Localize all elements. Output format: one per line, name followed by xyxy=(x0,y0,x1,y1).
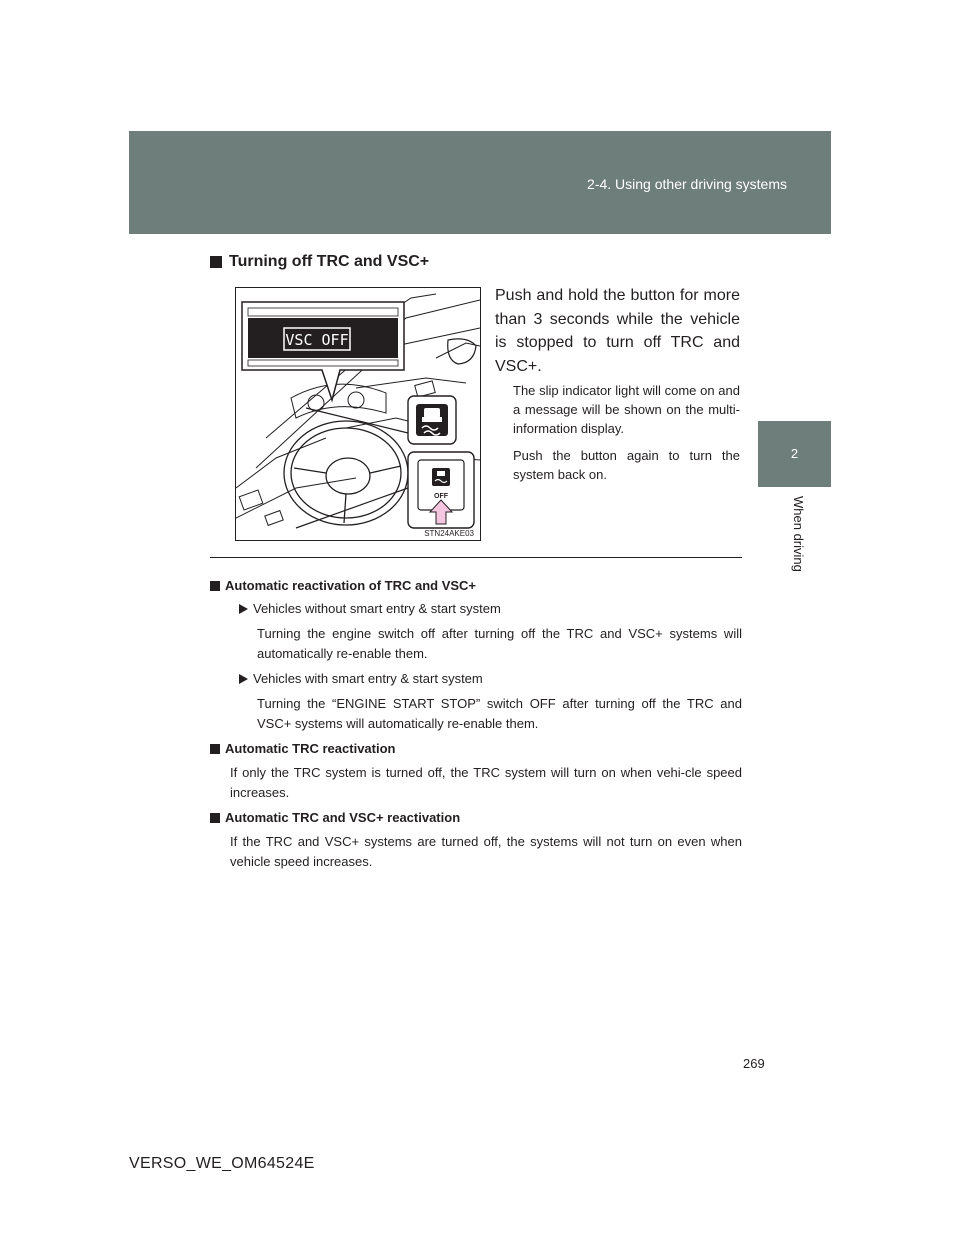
section-heading-text: Turning off TRC and VSC+ xyxy=(229,253,430,270)
square-bullet-icon xyxy=(210,256,222,268)
trc-reactivation-block xyxy=(210,739,742,803)
auto-reactivation-block xyxy=(210,576,742,734)
triangle-bullet-icon xyxy=(239,604,264,614)
item-2-label: Vehicles with smart entry & start system xyxy=(253,671,483,686)
button-off-label: OFF xyxy=(434,493,448,500)
both-heading-text: Automatic TRC and VSC+ reactivation xyxy=(225,810,461,825)
chapter-tab[interactable] xyxy=(758,421,831,487)
auto-reactivation-heading-text: Automatic reactivation of TRC and VSC+ xyxy=(225,578,477,593)
trc-text: If only the TRC system is turned off, the TRC system will turn on when vehi-cle speed increases. xyxy=(230,765,742,800)
chapter-number: 2 xyxy=(790,446,799,461)
square-bullet-icon xyxy=(210,581,220,591)
square-bullet-icon xyxy=(210,813,220,823)
both-text: If the TRC and VSC+ systems are turned off, the systems will not turn on even when vehicle speed increases. xyxy=(230,834,742,869)
main-instruction: Push and hold the button for more than 3 seconds while the vehicle is stopped to turn off TRC and VSC+. xyxy=(495,287,740,375)
both-reactivation-heading xyxy=(210,808,742,828)
chapter-label: When driving xyxy=(791,496,806,572)
both-reactivation-block xyxy=(210,808,742,872)
square-bullet-icon xyxy=(210,744,220,754)
item-2-text: Turning the “ENGINE START STOP” switch OFF after turning off the TRC and VSC+ systems will automatically re-enable them. xyxy=(257,696,742,731)
document-code: VERSO_WE_OM64524E xyxy=(129,1155,315,1172)
triangle-bullet-icon xyxy=(239,674,264,684)
section-title: 2-4. Using other driving systems xyxy=(587,176,787,192)
instruction-note-2: Push the button again to turn the system back on. xyxy=(513,448,740,482)
section-divider xyxy=(210,557,742,558)
dashboard-illustration xyxy=(235,287,481,541)
item-1-text: Turning the engine switch off after turning off the TRC and VSC+ systems will automatically re-enable them. xyxy=(257,626,742,661)
dashboard-drawing xyxy=(236,288,480,540)
auto-reactivation-heading xyxy=(210,576,742,596)
display-text: VSC OFF xyxy=(285,331,349,349)
list-item xyxy=(210,599,742,619)
header-band xyxy=(129,131,831,234)
list-item xyxy=(210,669,742,689)
page-number: 269 xyxy=(743,1056,765,1071)
figure-code: STN24AKE03 xyxy=(424,529,474,538)
instruction-note-1: The slip indicator light will come on and a message will be shown on the multi-information display. xyxy=(513,383,740,436)
trc-reactivation-heading xyxy=(210,739,742,759)
slip-indicator-icon xyxy=(416,404,448,436)
trc-heading-text: Automatic TRC reactivation xyxy=(225,741,396,756)
section-heading xyxy=(210,253,429,271)
item-1-label: Vehicles without smart entry & start system xyxy=(253,601,501,616)
